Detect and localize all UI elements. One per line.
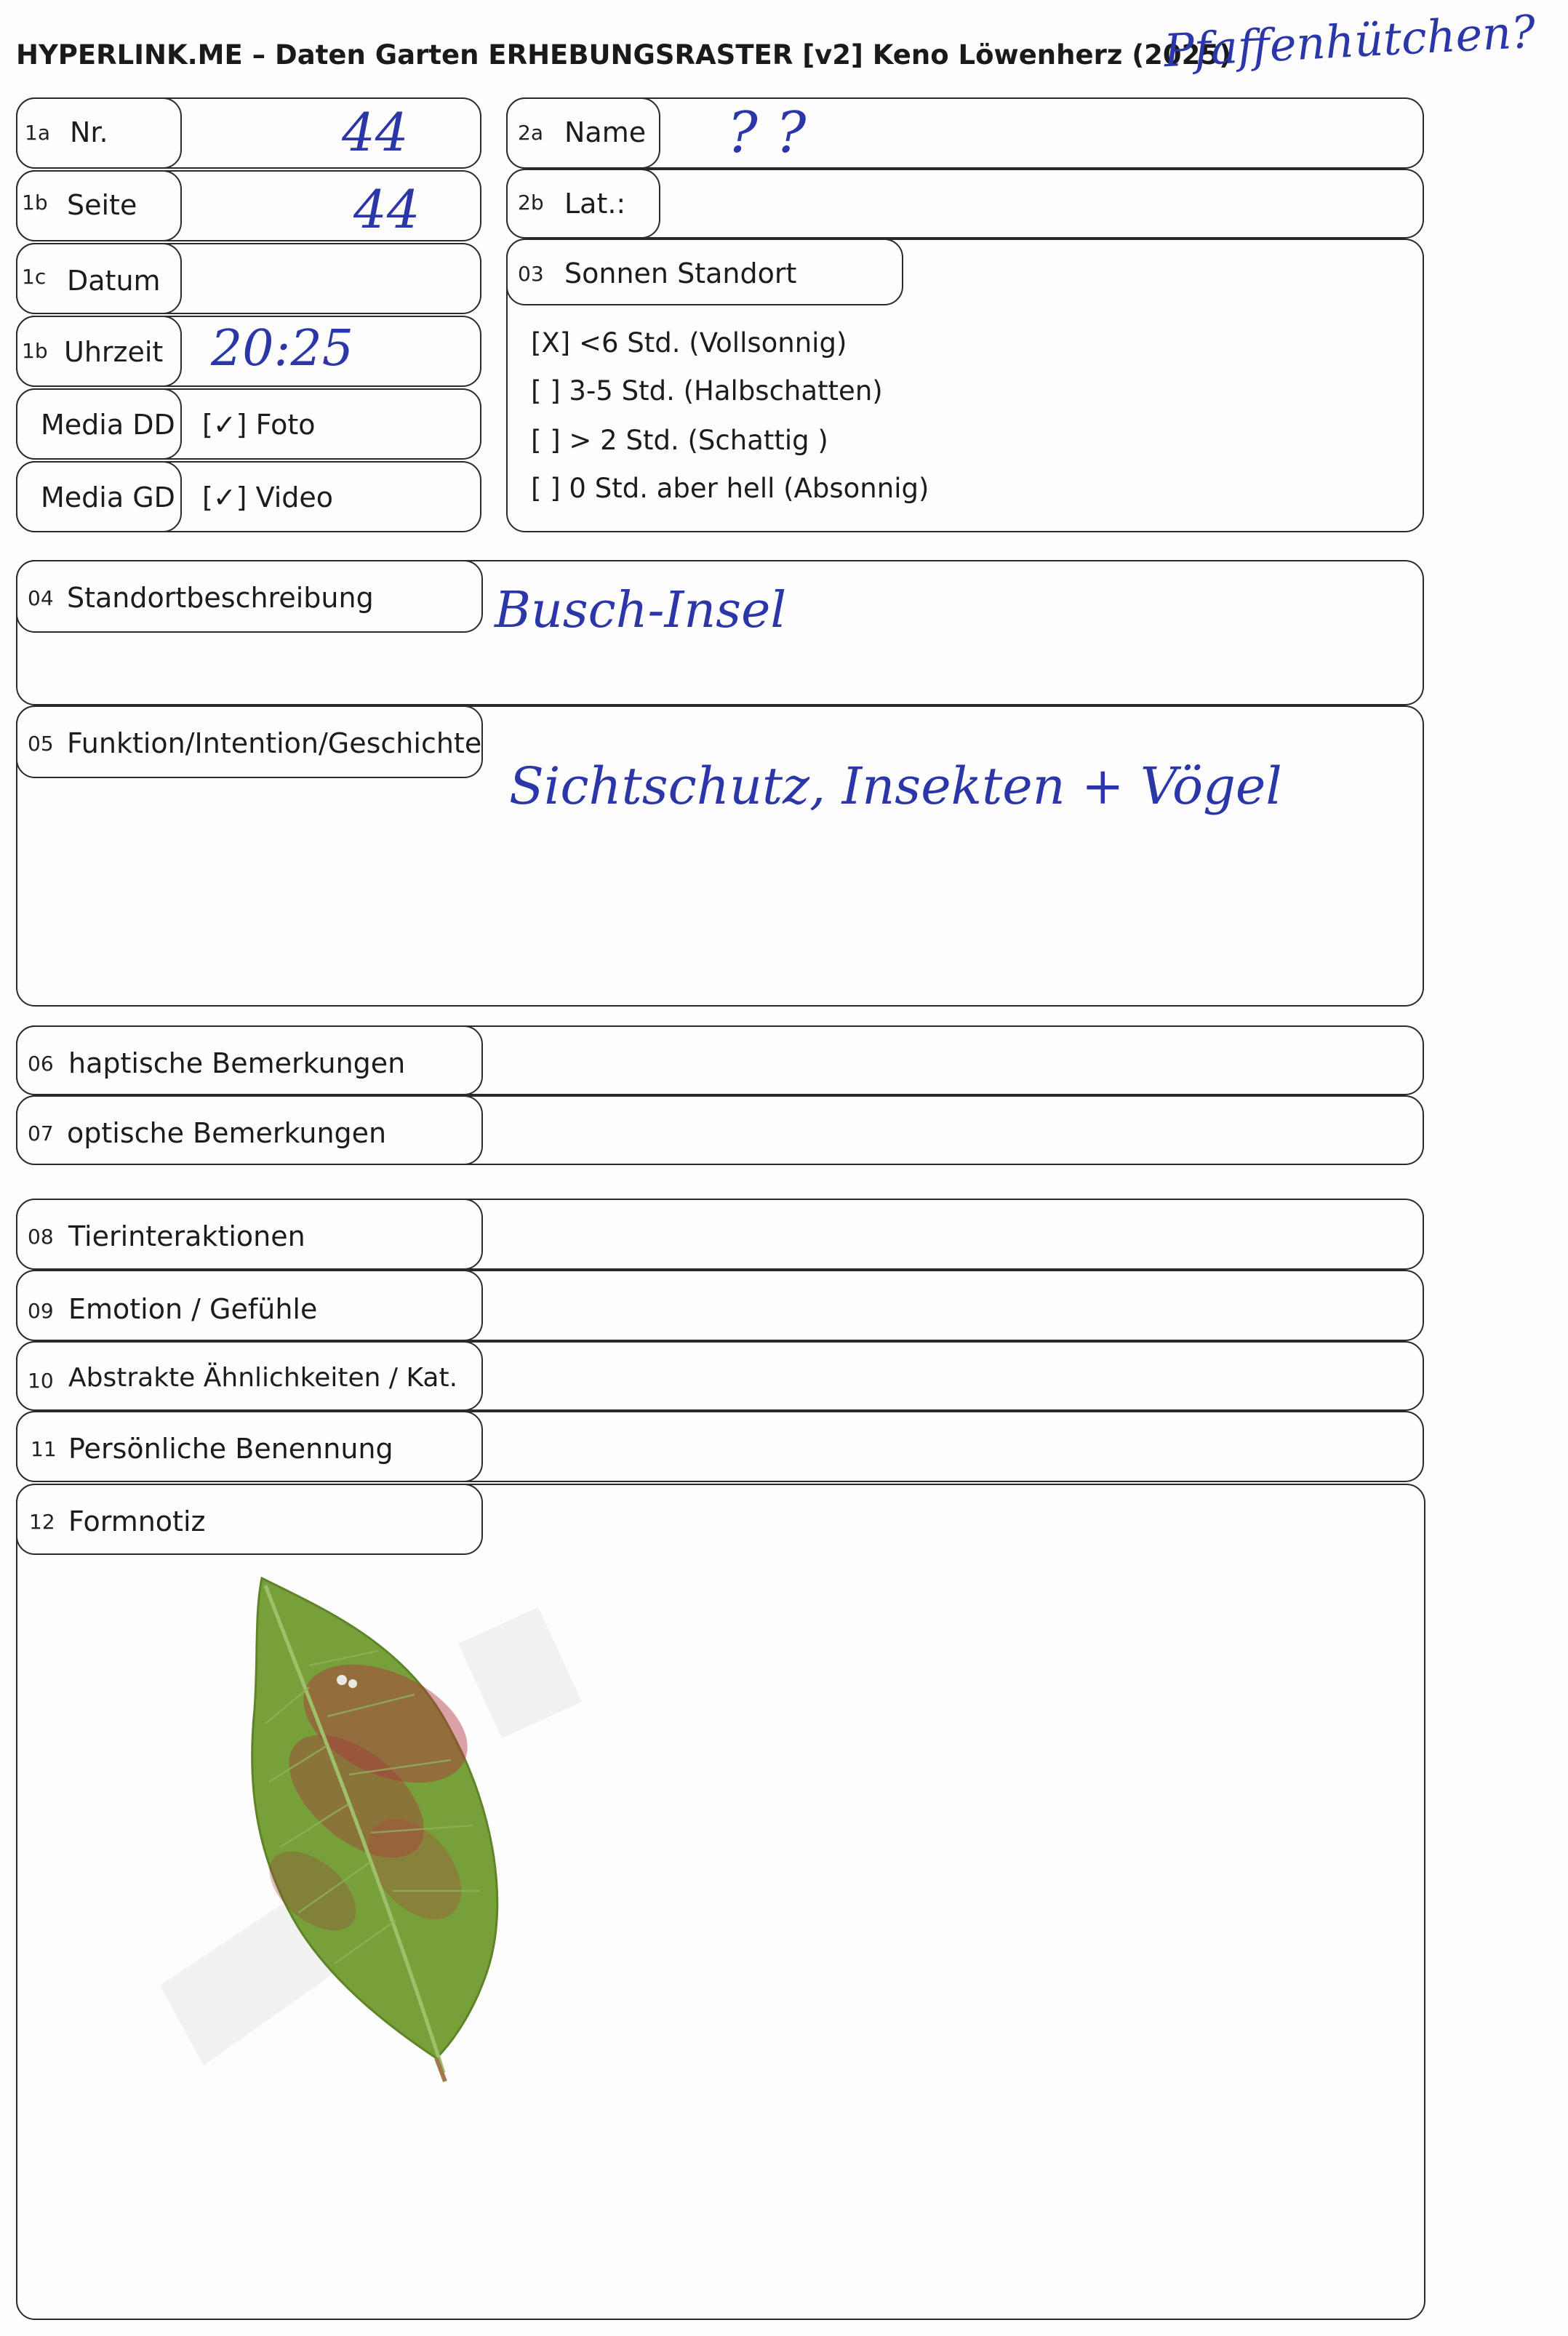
sun-option-mark: [ ]	[531, 375, 561, 407]
sun-option-full[interactable]	[531, 327, 847, 359]
field-number: 2b	[518, 191, 544, 215]
section-number: 06	[28, 1052, 54, 1076]
field-number: 1b	[22, 191, 48, 215]
section-label: Emotion / Gefühle	[68, 1293, 318, 1325]
section-label: Tierinteraktionen	[68, 1220, 305, 1252]
section-number: 04	[28, 586, 54, 610]
sun-option-text: 3-5 Std. (Halbschatten)	[569, 375, 883, 407]
field-value: 44	[342, 102, 409, 163]
field-label: Lat.:	[564, 188, 626, 220]
field-label: Name	[564, 116, 647, 148]
sun-option-shade[interactable]	[531, 425, 828, 456]
sun-option-text: 0 Std. aber hell (Absonnig)	[569, 473, 929, 504]
section-value: Busch-Insel	[495, 582, 787, 639]
field-label: Media GD	[41, 481, 175, 513]
section-label: optische Bemerkungen	[67, 1117, 387, 1149]
section-number: 10	[28, 1369, 54, 1393]
sun-option-text: > 2 Std. (Schattig )	[569, 425, 828, 456]
sun-option-mark: [X]	[531, 327, 571, 359]
field-label: Media DD	[41, 409, 175, 441]
section-number: 03	[518, 262, 544, 286]
field-label: Datum	[67, 265, 161, 297]
field-label: Uhrzeit	[64, 336, 164, 368]
field-value: 44	[353, 179, 420, 240]
sun-option-text: <6 Std. (Vollsonnig)	[578, 327, 847, 359]
form-title: HYPERLINK.ME – Daten Garten ERHEBUNGSRASTER [v2] Keno Löwenherz (2025)	[16, 39, 1232, 71]
field-value: [✓] Video	[202, 481, 334, 513]
sun-option-half[interactable]	[531, 375, 883, 407]
field-number: 1c	[22, 265, 47, 289]
section-label: Abstrakte Ähnlichkeiten / Kat.	[68, 1363, 458, 1393]
section-number: 05	[28, 732, 54, 756]
field-value: ? ?	[727, 100, 807, 166]
species-note: Pfaffenhütchen?	[1162, 4, 1537, 78]
field-number: 1b	[22, 339, 48, 363]
section-number: 09	[28, 1299, 54, 1323]
section-label: Persönliche Benennung	[68, 1433, 393, 1465]
pressed-leaf-image	[145, 1564, 698, 2087]
section-label: Formnotiz	[68, 1505, 206, 1537]
field-label: Nr.	[70, 116, 108, 148]
section-label: Funktion/Intention/Geschichte	[67, 727, 482, 759]
section-number: 07	[28, 1121, 54, 1145]
sun-option-bright[interactable]	[531, 473, 929, 504]
field-number: 1a	[25, 121, 50, 145]
section-label: haptische Bemerkungen	[68, 1047, 406, 1079]
section-label: Sonnen Standort	[564, 257, 797, 289]
tape-strip	[458, 1607, 582, 1738]
field-value: [✓] Foto	[202, 409, 316, 441]
section-number: 08	[28, 1225, 54, 1249]
sun-option-mark: [ ]	[531, 425, 561, 456]
section-value: Sichtschutz, Insekten + Vögel	[509, 756, 1282, 816]
field-label: Seite	[67, 189, 137, 221]
section-label: Standortbeschreibung	[67, 582, 374, 614]
field-value: 20:25	[211, 320, 353, 377]
sun-option-mark: [ ]	[531, 473, 561, 504]
section-number: 11	[31, 1437, 57, 1461]
field-number: 2a	[518, 121, 543, 145]
section-number: 12	[29, 1510, 55, 1534]
